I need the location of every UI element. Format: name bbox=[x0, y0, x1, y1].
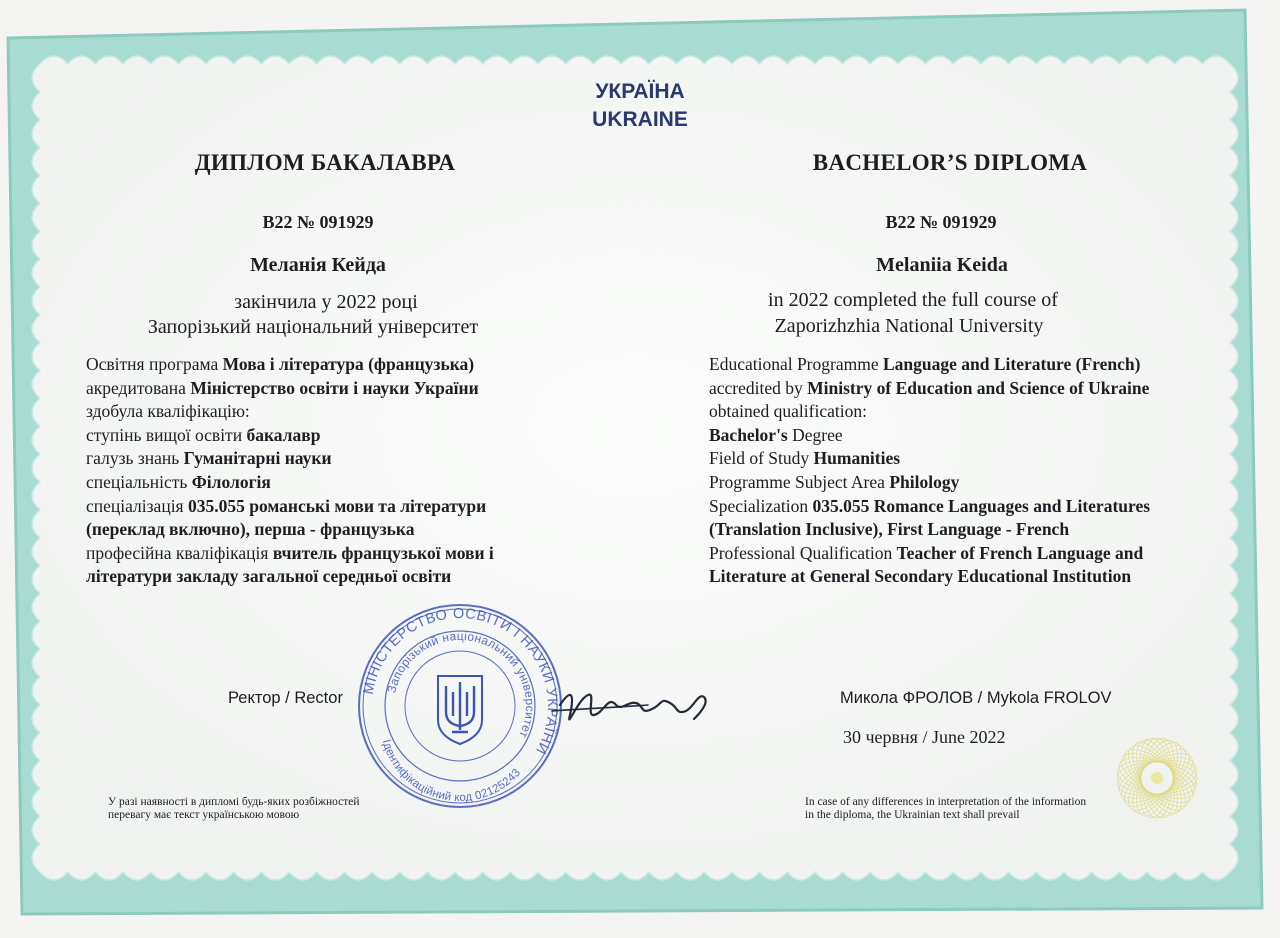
diploma-title-ua: ДИПЛОМ БАКАЛАВРА bbox=[194, 150, 456, 175]
line-text: галузь знань bbox=[86, 448, 184, 469]
line-text: obtained qualification: bbox=[709, 401, 867, 422]
line-text: accredited by bbox=[709, 377, 808, 398]
security-rosette bbox=[1112, 733, 1202, 823]
issue-date: 30 червня / June 2022 bbox=[843, 727, 1006, 747]
trident-coat-of-arms-icon bbox=[438, 676, 482, 744]
line-text: ступінь вищої освіти bbox=[86, 424, 247, 445]
line-bold-text: 035.055 романські мови та літератури bbox=[187, 495, 487, 516]
qualification-ua-line bbox=[86, 400, 494, 424]
qualification-ua-line bbox=[86, 542, 494, 566]
line-text: Degree bbox=[787, 424, 843, 445]
line-text: спеціальність bbox=[86, 471, 192, 492]
qualification-ua-line bbox=[86, 353, 494, 377]
qualification-ua-line bbox=[86, 424, 494, 448]
qualification-ua-line bbox=[86, 495, 494, 519]
qualification-en-line bbox=[709, 400, 1150, 424]
line-text: Professional Qualification bbox=[709, 542, 897, 563]
diploma-title-en: BACHELOR’S DIPLOMA bbox=[812, 150, 1088, 175]
rector-label: Ректор / Rector bbox=[228, 689, 343, 707]
line-bold-text: Language and Literature (French) bbox=[882, 354, 1141, 374]
country-title-ua: УКРАЇНА bbox=[595, 80, 685, 103]
qualification-ua-line bbox=[86, 447, 494, 471]
line-bold-text: Мова і література (французька) bbox=[222, 354, 475, 374]
stamp-outer-text: МІНІСТЕРСТВО ОСВІТИ І НАУКИ УКРАЇНИ bbox=[360, 605, 561, 757]
language-note-en-line2: in the diploma, the Ukrainian text shall prevail bbox=[805, 809, 1020, 821]
qualification-en-line bbox=[709, 447, 1150, 471]
line-text: Programme Subject Area bbox=[709, 471, 890, 492]
completion-year-en: in 2022 completed the full course of bbox=[768, 289, 1058, 311]
line-text: здобула кваліфікацію: bbox=[86, 401, 250, 422]
line-bold-text: вчитель французької мови і bbox=[272, 542, 494, 563]
line-bold-text: літератури закладу загальної середньої освіти bbox=[86, 566, 452, 587]
qualification-en-line bbox=[709, 353, 1150, 377]
line-bold-text: Ministry of Education and Science of Ukraine bbox=[807, 377, 1150, 398]
qualification-en-line bbox=[709, 565, 1150, 589]
line-bold-text: Teacher of French Language and bbox=[896, 542, 1144, 563]
stamp-inner-text: Запорізький національний університет bbox=[384, 628, 538, 741]
line-text: Specialization bbox=[709, 495, 813, 516]
qualification-en-line bbox=[709, 377, 1150, 401]
stamp-bottom-text: Ідентифікаційний код 02125243 bbox=[379, 738, 524, 805]
line-bold-text: Literature at General Secondary Educational Institution bbox=[709, 566, 1132, 587]
signatory-name: Микола ФРОЛОВ / Mykola FROLOV bbox=[840, 689, 1112, 707]
completion-year-ua: закінчила у 2022 році bbox=[234, 291, 418, 313]
country-title-en: UKRAINE bbox=[592, 108, 688, 131]
line-bold-text: Гуманітарні науки bbox=[183, 448, 332, 469]
diploma-number-ua: B22 № 091929 bbox=[262, 212, 374, 232]
line-text: акредитована bbox=[86, 377, 191, 398]
qualification-ua-line bbox=[86, 377, 494, 401]
university-seal-stamp bbox=[355, 601, 565, 811]
qualification-en-line bbox=[709, 518, 1150, 542]
university-name-ua: Запорізький національний університет bbox=[147, 316, 479, 338]
qualification-ua-line bbox=[86, 565, 494, 589]
university-name-en: Zaporizhzhia National University bbox=[774, 315, 1044, 337]
qualification-en-line bbox=[709, 471, 1150, 495]
line-text: професійна кваліфікація bbox=[86, 542, 273, 563]
diploma-number-en: B22 № 091929 bbox=[885, 212, 997, 232]
line-bold-text: Philology bbox=[889, 471, 960, 492]
qualification-ua-line bbox=[86, 471, 494, 495]
graduate-name-en: Melaniia Keida bbox=[876, 254, 1008, 276]
language-note-ua-line1: У разі наявності в дипломі будь-яких розбіжностей bbox=[108, 796, 360, 808]
line-bold-text: 035.055 Romance Languages and Literatures bbox=[812, 495, 1151, 516]
line-bold-text: Міністерство освіти і науки України bbox=[190, 377, 479, 398]
qualification-en-line bbox=[709, 424, 1150, 448]
language-note-ua-line2: перевагу має текст українською мовою bbox=[108, 809, 300, 821]
line-bold-text: бакалавр bbox=[246, 424, 321, 445]
qualification-ua-line bbox=[86, 518, 494, 542]
language-note-en-line1: In case of any differences in interpretation of the information bbox=[805, 796, 1087, 808]
qualification-en-line bbox=[709, 495, 1150, 519]
qualification-en-line bbox=[709, 542, 1150, 566]
qualification-details-en bbox=[709, 353, 1150, 589]
graduate-name-ua: Меланія Кейда bbox=[250, 254, 386, 276]
line-text: Освітня програма bbox=[86, 354, 223, 374]
line-bold-text: Humanities bbox=[813, 448, 901, 469]
qualification-details-ua bbox=[86, 353, 494, 589]
line-bold-text: Філологія bbox=[191, 471, 271, 492]
line-text: Educational Programme bbox=[709, 354, 883, 374]
line-text: Field of Study bbox=[709, 448, 814, 469]
line-bold-text: Bachelor's bbox=[709, 424, 788, 445]
rector-signature bbox=[548, 675, 718, 745]
line-bold-text: (переклад включно), перша - французька bbox=[86, 519, 415, 540]
line-text: спеціалізація bbox=[86, 495, 188, 516]
line-bold-text: (Translation Inclusive), First Language - French bbox=[709, 519, 1070, 540]
